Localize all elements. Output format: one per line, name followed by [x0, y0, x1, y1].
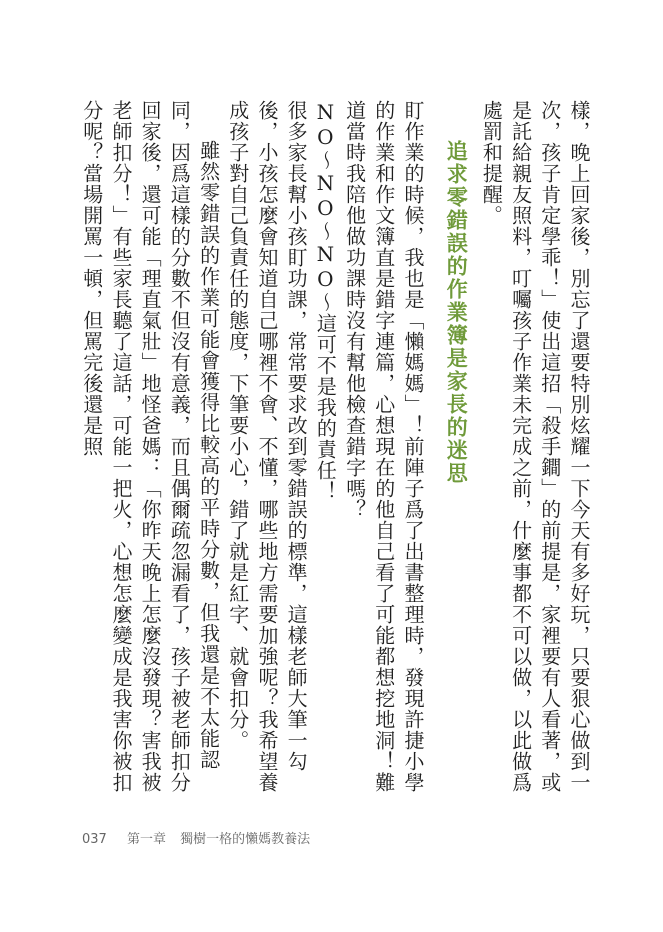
paragraph-4: 很多家長幫小孩盯功課，常常要求改到零錯誤的標準，這樣老師大筆一勾後，小孩怎麼會知道自己哪裡不會、不懂，哪些地方需要加強呢？我希望養成孩子對自己負責任的態度，下筆要小心，錯了就是紅字、就會扣分。 — [225, 100, 309, 793]
book-title: 獨樹一格的懶媽教養法 — [180, 832, 311, 847]
paragraph-2: 盯作業的時候，我也是「懶媽媽」！前陣子爲了出書整理時，發現許捷小學的作業和作文簿直是錯字連篇，心想現在的他自己看了可能都想挖地洞！難道當時我陪他做功課時沒有幫他檢查錯字嗎？ — [342, 100, 425, 793]
section-heading: 追求零錯誤的作業簿是家長的迷思 — [444, 140, 469, 485]
paragraph-3: NO～NO～NO～這可不是我的責任！ — [313, 100, 338, 502]
page-footer — [82, 828, 326, 847]
vertical-text-body — [77, 100, 593, 800]
page-number: 037 — [82, 832, 107, 847]
paragraph-1: 樣，晚上回家後，別忘了還要特別炫耀一下今天有多好玩，只要狠心做到一次，孩子肯定學乖！」使出這招「殺手鐧」的前提是，家裡要有人看著，或是託給親友照料，叮囑孩子作業未完成之前，什麼事都不可以做，以此做爲處罰和提醒。 — [479, 100, 591, 793]
paragraph-5: 雖然零錯誤的作業可能會獲得比較高的平時分數，但我還是不太能認同，因爲這樣的分數不但沒有意義，而且偶爾疏忽漏看了，孩子被老師扣分回家後，還可能「理直氣壯」地怪爸媽：「你昨天晚上怎麼沒發現？害我被老師扣分！」有些家長聽了這話，可能一把火，心想怎麼變成是我害你被扣分呢？當場開罵一頓，但罵完後還是照 — [79, 100, 221, 793]
chapter-label: 第一章 — [126, 832, 166, 847]
